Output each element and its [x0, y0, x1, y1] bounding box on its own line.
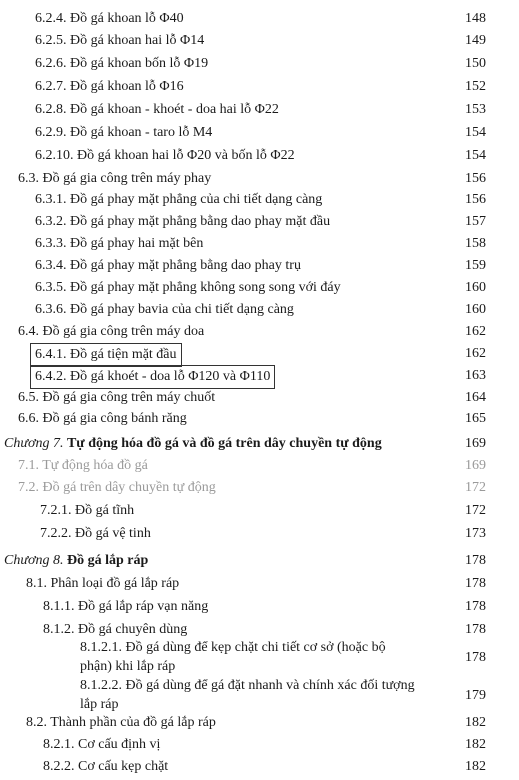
page-number: 164: [465, 390, 486, 405]
page-number: 178: [465, 576, 486, 591]
page-number: 169: [465, 458, 486, 473]
entry-title: 8.2.2. Cơ cấu kẹp chặt: [43, 759, 169, 774]
toc-entry: [0, 145, 519, 167]
toc-entry: [0, 455, 519, 477]
entry-title: 6.3.1. Đồ gá phay mặt phẳng của chi tiết dạng càng: [35, 192, 323, 207]
page-number: 169: [465, 436, 486, 451]
page-number: 159: [465, 258, 486, 273]
page-number: 179: [465, 688, 486, 703]
entry-title: 6.2.6. Đồ gá khoan bốn lỗ Φ19: [35, 56, 209, 71]
page-number: 160: [465, 302, 486, 317]
toc-entry: [0, 76, 519, 98]
page-number: 182: [465, 759, 486, 774]
toc-entry: [0, 477, 519, 499]
toc-chapter-entry: [0, 433, 519, 455]
toc-entry: [0, 523, 519, 545]
entry-title: 6.4.2. Đồ gá khoét - doa lỗ Φ120 và Φ110: [30, 365, 275, 389]
toc-entry: [0, 189, 519, 211]
page-number: 178: [465, 622, 486, 637]
entry-title: 8.2.1. Cơ cấu định vị: [43, 737, 161, 752]
toc-entry: [0, 321, 519, 343]
entry-title: 6.6. Đồ gá gia công bánh răng: [18, 411, 187, 426]
toc-entry: [0, 676, 519, 716]
page-number: 162: [465, 324, 486, 339]
toc-entry: [0, 255, 519, 277]
toc-entry: [0, 99, 519, 121]
page-number: 156: [465, 171, 486, 186]
entry-title: 7.2.2. Đồ gá vệ tinh: [40, 526, 151, 541]
page-number: 178: [465, 553, 486, 568]
page-number: 163: [465, 368, 486, 383]
entry-title: 6.3.4. Đồ gá phay mặt phẳng bằng dao phay trụ: [35, 258, 301, 273]
entry-title: 7.2.1. Đồ gá tĩnh: [40, 503, 135, 518]
entry-title: 6.3.5. Đồ gá phay mặt phẳng không song song với đáy: [35, 280, 341, 295]
entry-title: 8.1.2. Đồ gá chuyên dùng: [43, 622, 188, 637]
toc-entry: [0, 8, 519, 30]
toc-entry: [0, 408, 519, 430]
entry-title: 6.2.9. Đồ gá khoan - taro lỗ M4: [35, 125, 213, 140]
page-number: 154: [465, 148, 486, 163]
chapter-number: Chương 8.: [4, 553, 64, 568]
toc-entry: [0, 573, 519, 595]
toc-entry: [0, 277, 519, 299]
page-number: 150: [465, 56, 486, 71]
entry-title: 6.3.3. Đồ gá phay hai mặt bên: [35, 236, 204, 251]
entry-title: 6.5. Đồ gá gia công trên máy chuốt: [18, 390, 216, 405]
toc-entry: [0, 168, 519, 190]
toc-entry: [0, 500, 519, 522]
entry-title: 6.2.10. Đồ gá khoan hai lỗ Φ20 và bốn lỗ Φ22: [35, 148, 295, 163]
entry-title: 6.3. Đồ gá gia công trên máy phay: [18, 171, 212, 186]
entry-title: 7.2. Đồ gá trên dây chuyền tự động: [18, 480, 216, 495]
chapter-title: Đồ gá lắp ráp: [66, 553, 149, 568]
toc-entry: [0, 387, 519, 409]
chapter-heading: [4, 550, 148, 572]
entry-title: 6.3.2. Đồ gá phay mặt phẳng bằng dao phay mặt đầu: [35, 214, 331, 229]
page-number: 152: [465, 79, 486, 94]
page-number: 178: [465, 599, 486, 614]
toc-entry: [0, 299, 519, 321]
entry-title: 6.3.6. Đồ gá phay bavia của chi tiết dạng càng: [35, 302, 294, 317]
chapter-number: Chương 7.: [4, 436, 64, 451]
entry-title: 8.1.1. Đồ gá lắp ráp vạn năng: [43, 599, 209, 614]
chapter-title: Tự động hóa đồ gá và đồ gá trên dây chuyền tự động: [66, 436, 382, 451]
page-number: 182: [465, 737, 486, 752]
toc-entry: [0, 756, 519, 778]
page-number: 172: [465, 503, 486, 518]
toc-chapter-entry: [0, 550, 519, 572]
toc-entry: [0, 365, 519, 387]
page-number: 154: [465, 125, 486, 140]
page-number: 173: [465, 526, 486, 541]
entry-title: 6.2.7. Đồ gá khoan lỗ Φ16: [35, 79, 184, 94]
entry-title: 6.2.4. Đồ gá khoan lỗ Φ40: [35, 11, 184, 26]
toc-entry: [0, 343, 519, 365]
toc-entry: [0, 211, 519, 233]
entry-title: 8.2. Thành phần của đồ gá lắp ráp: [26, 715, 216, 730]
page-number: 153: [465, 102, 486, 117]
toc-entry: [0, 596, 519, 618]
page-number: 178: [465, 650, 486, 665]
page-number: 165: [465, 411, 486, 426]
toc-entry: [0, 734, 519, 756]
chapter-heading: [4, 433, 382, 455]
page-number: 157: [465, 214, 486, 229]
toc-entry: [0, 53, 519, 75]
toc-entry: [0, 122, 519, 144]
entry-title: 8.1.2.2. Đồ gá dùng để gá đặt nhanh và chính xác đối tượng lắp ráp: [80, 678, 415, 712]
entry-title: 8.1. Phân loại đồ gá lắp ráp: [26, 576, 180, 591]
page-number: 156: [465, 192, 486, 207]
entry-title: 8.1.2.1. Đồ gá dùng để kẹp chặt chi tiết cơ sở (hoặc bộ phận) khi lắp ráp: [80, 640, 386, 674]
toc-entry: [0, 712, 519, 734]
page-number: 149: [465, 33, 486, 48]
entry-title: 6.2.5. Đồ gá khoan hai lỗ Φ14: [35, 33, 205, 48]
entry-title: 7.1. Tự động hóa đồ gá: [18, 458, 148, 473]
page-number: 148: [465, 11, 486, 26]
page-number: 162: [465, 346, 486, 361]
page-number: 182: [465, 715, 486, 730]
toc-entry: [0, 233, 519, 255]
page-number: 160: [465, 280, 486, 295]
toc-entry: [0, 638, 519, 678]
entry-title: 6.2.8. Đồ gá khoan - khoét - doa hai lỗ Φ22: [35, 102, 279, 117]
toc-entry: [0, 30, 519, 52]
page-number: 172: [465, 480, 486, 495]
entry-title: 6.4. Đồ gá gia công trên máy doa: [18, 324, 205, 339]
entry-title: 6.4.1. Đồ gá tiện mặt đầu: [30, 343, 182, 367]
page-number: 158: [465, 236, 486, 251]
